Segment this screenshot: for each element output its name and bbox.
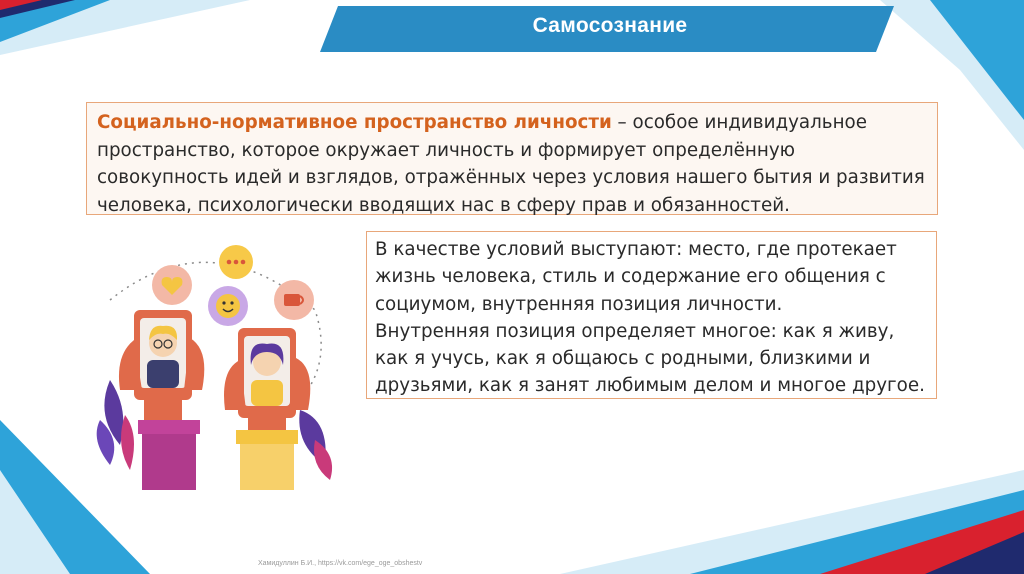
social-media-illustration: [90, 240, 340, 495]
slide-title: Самосознание: [532, 14, 688, 37]
definition-term: Социально-нормативное пространство личности: [97, 112, 612, 133]
heart-icon: [152, 265, 192, 305]
leaves-right: [299, 410, 332, 480]
definition-text: – особое индивидуальное пространство, которое окружает личность и формирует определённую совокупность идей и взглядов, отражённых через условия нашего бытия и развития человека, психологически вводящих нас в сферу прав и обязанностей.: [97, 112, 925, 216]
conditions-paragraph-2: Внутренняя позиция определяет многое: как я живу, как я учусь, как я общаюсь с родными, близкими и друзьями, как я занят любимым делом и многое другое.: [375, 320, 925, 397]
ellipsis-chat-icon: [219, 245, 253, 279]
phone-person-right: [224, 328, 310, 432]
bucket-left: [138, 420, 200, 490]
bucket-right: [236, 430, 298, 490]
leaves-left: [97, 380, 134, 470]
emoji-face-icon: [208, 286, 248, 326]
cup-icon: [274, 280, 314, 320]
footer-credit: Хамидуллин Б.И., https://vk.com/ege_oge_obshestv: [258, 560, 423, 567]
conditions-paragraph-1: В качестве условий выступают: место, где протекает жизнь человека, стиль и содержание его общения с социумом, внутренняя позиция личности.: [375, 239, 897, 315]
definition-box: [86, 102, 938, 215]
phone-person-left: [119, 310, 204, 422]
conditions-box: [366, 231, 937, 399]
